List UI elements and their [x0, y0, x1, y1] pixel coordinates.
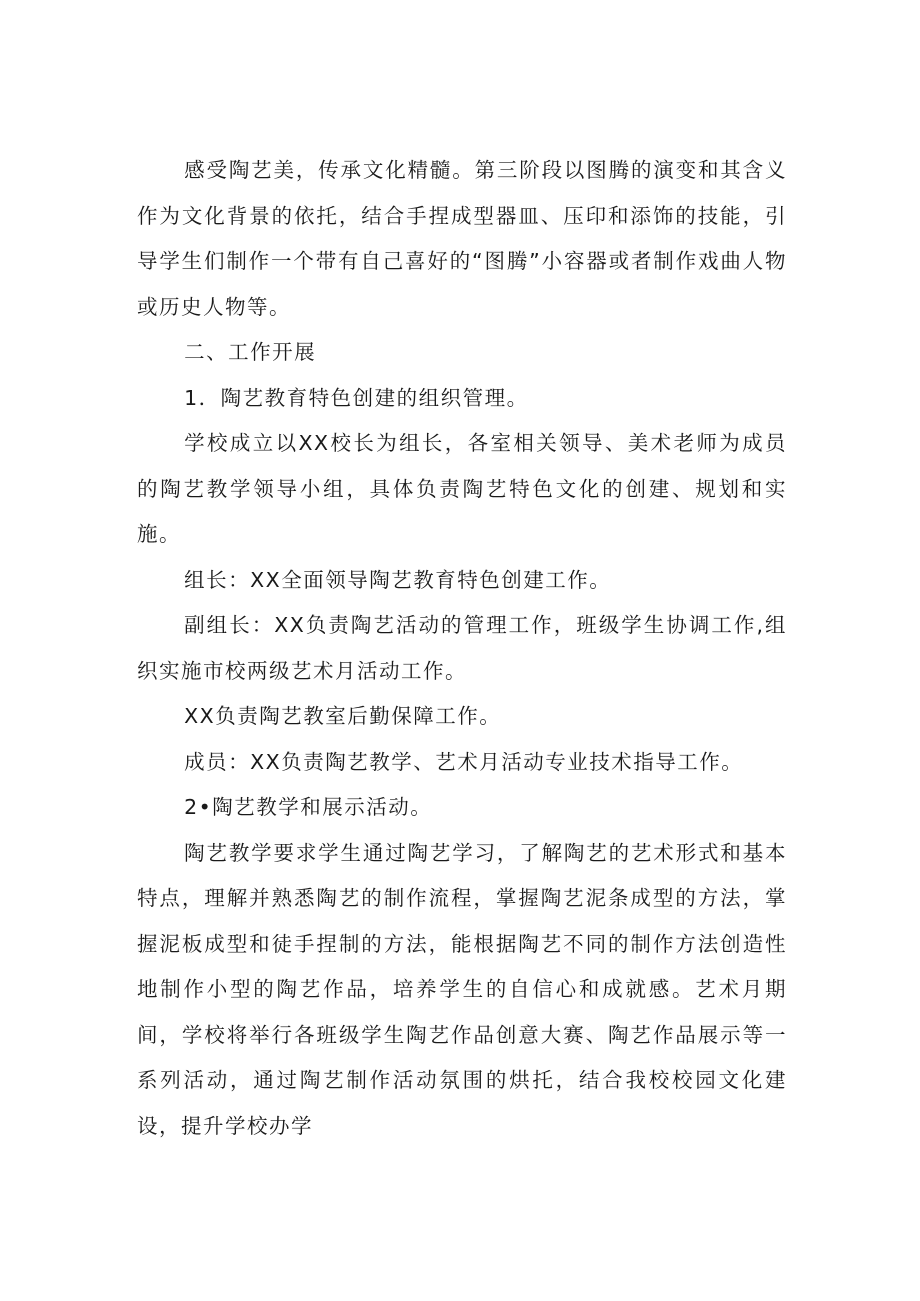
subheading-organization: 1．陶艺教育特色创建的组织管理。	[184, 385, 529, 410]
document-body	[137, 148, 787, 1149]
section-heading-work: 二、工作开展	[184, 340, 317, 364]
paragraph-teaching-requirements: 陶艺教学要求学生通过陶艺学习，了解陶艺的艺术形式和基本特点，理解并熟悉陶艺的制作流程，掌握陶艺泥条成型的方法，掌握泥板成型和徒手捏制的方法，能根据陶艺不同的制作方法创造性地制作小型的陶艺作品，培养学生的自信心和成就感。艺术月期间，学校将举行各班级学生陶艺作品创意大赛、陶艺作品展示等一系列活动，通过陶艺制作活动氛围的烘托，结合我校校园文化建设，提升学校办学	[137, 840, 787, 1138]
paragraph-group-leader: 组长：XX全面领导陶艺教育特色创建工作。	[184, 567, 612, 592]
paragraph-leadership-group: 学校成立以XX校长为组长，各室相关领导、美术老师为成员的陶艺教学领导小组，具体负责陶艺特色文化的创建、规划和实施。	[137, 431, 787, 546]
subheading-teaching-exhibition: 2•陶艺教学和展示活动。	[184, 795, 433, 819]
paragraph-deputy-leader: 副组长：XX负责陶艺活动的管理工作，班级学生协调工作,组织实施市校两级艺术月活动工作。	[137, 613, 787, 683]
paragraph-intro-continuation: 感受陶艺美，传承文化精髓。第三阶段以图腾的演变和其含义作为文化背景的依托，结合手捏成型器皿、压印和添饰的技能，引导学生们制作一个带有自己喜好的“图腾”小容器或者制作戏曲人物或历史人物等。	[137, 158, 787, 319]
paragraph-logistics: XX负责陶艺教室后勤保障工作。	[184, 704, 502, 728]
paragraph-members: 成员：XX负责陶艺教学、艺术月活动专业技术指导工作。	[184, 749, 744, 774]
